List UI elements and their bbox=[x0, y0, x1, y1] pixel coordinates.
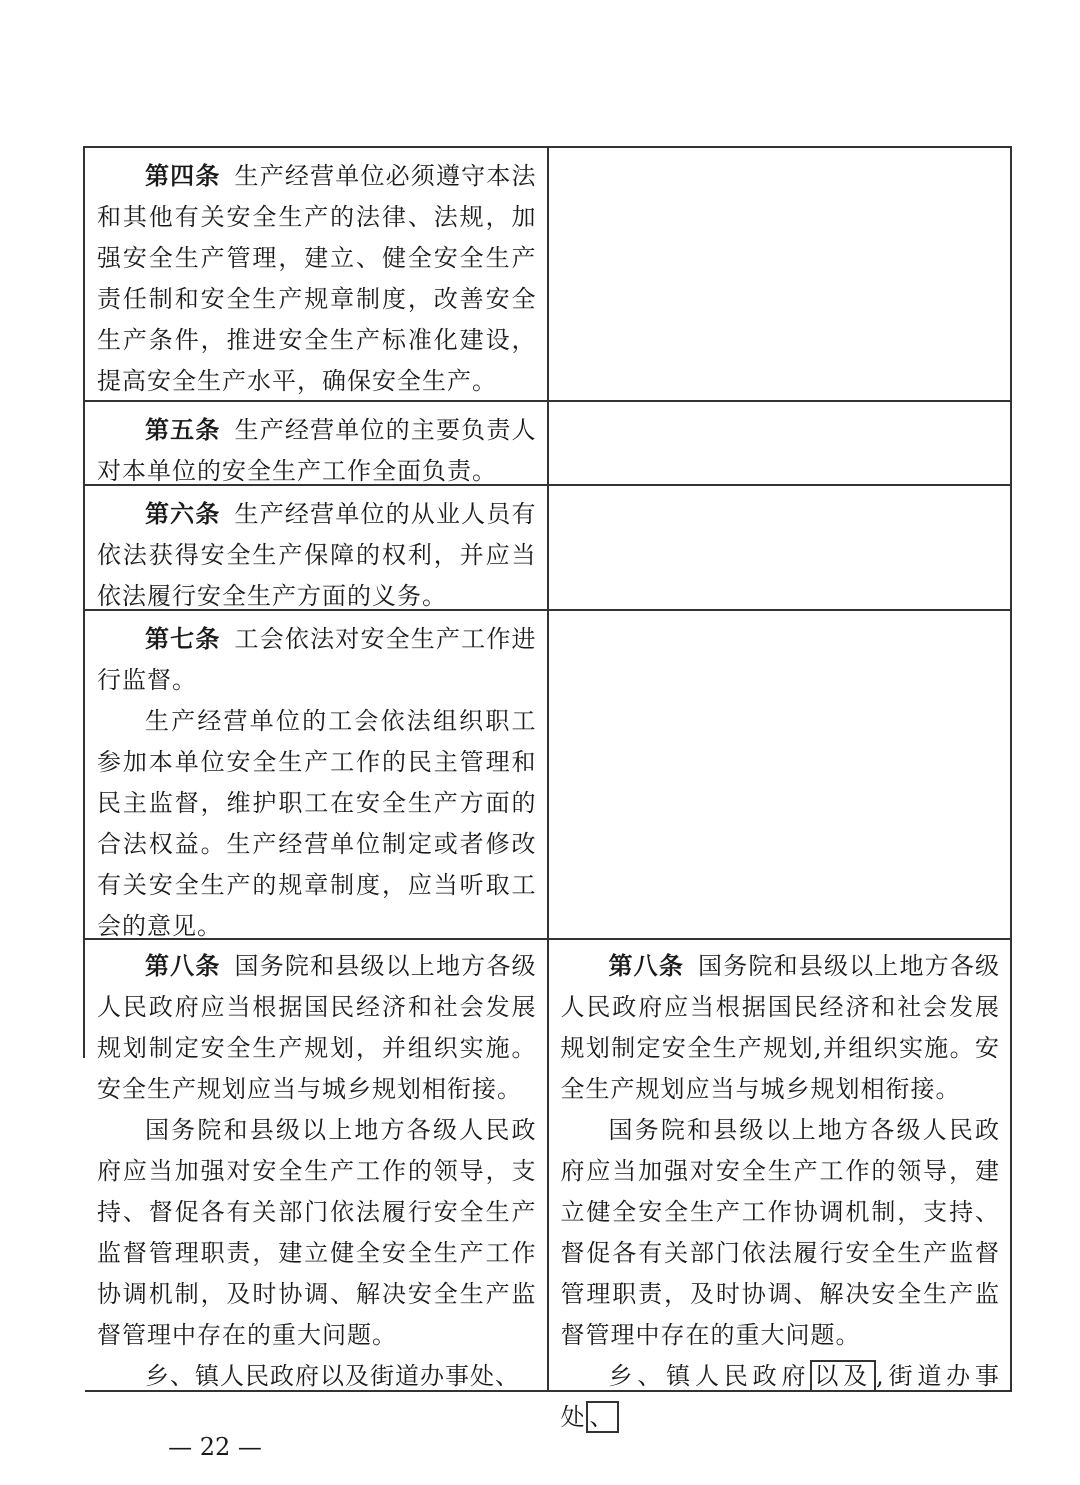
table-row bbox=[85, 940, 1012, 1431]
article-heading: 第六条 bbox=[145, 500, 221, 528]
right-cell bbox=[549, 148, 1013, 402]
left-cell bbox=[85, 940, 549, 1392]
left-cell bbox=[85, 611, 549, 940]
article-paragraph: 第六条 生产经营单位的从业人员有依法获得安全生产保障的权利，并应当依法履行安全生产方面的义务。 bbox=[97, 500, 537, 610]
article-paragraph: 第八条 国务院和县级以上地方各级人民政府应当根据国民经济和社会发展规划制定安全生产规划，并组织实施。安全生产规划应当与城乡规划相衔接。 bbox=[97, 952, 537, 1103]
article-paragraph: 乡、镇人民政府 以及 ,街道办事处 、 bbox=[560, 1362, 1001, 1431]
revision-mark: 、 bbox=[586, 1401, 619, 1433]
right-cell bbox=[549, 486, 1013, 611]
left-cell bbox=[85, 486, 549, 611]
article-paragraph: 国务院和县级以上地方各级人民政府应当加强对安全生产工作的领导，支持、督促各有关部门依法履行安全生产监督管理职责，建立健全安全生产工作协调机制，及时协调、解决安全生产监督管理中存在的重大问题。 bbox=[97, 1116, 537, 1349]
revision-mark: 以及 bbox=[810, 1360, 876, 1392]
table-row bbox=[85, 148, 1012, 402]
article-paragraph: 第四条 生产经营单位必须遵守本法和其他有关安全生产的法律、法规，加强安全生产管理，建立、健全安全生产责任制和安全生产规章制度，改善安全生产条件，推进安全生产标准化建设，提高安全生产水平，确保安全生产。 bbox=[97, 162, 537, 395]
table-row bbox=[85, 402, 1012, 486]
article-heading: 第四条 bbox=[145, 162, 221, 190]
article-heading: 第七条 bbox=[145, 625, 221, 653]
article-heading: 第八条 bbox=[145, 952, 221, 980]
page-number: — 22 — bbox=[168, 1433, 262, 1461]
table-row bbox=[85, 486, 1012, 611]
left-cell bbox=[85, 148, 549, 402]
article-heading: 第八条 bbox=[608, 952, 685, 980]
article-paragraph: 第七条 工会依法对安全生产工作进行监督。 bbox=[97, 625, 537, 694]
comparison-table bbox=[83, 146, 1012, 1431]
article-paragraph: 国务院和县级以上地方各级人民政府应当加强对安全生产工作的领导，建立健全安全生产工作协调机制，支持、督促各有关部门依法履行安全生产监督管理职责，及时协调、解决安全生产监督管理中存在的重大问题。 bbox=[560, 1116, 1000, 1349]
article-paragraph: 第八条 国务院和县级以上地方各级人民政府应当根据国民经济和社会发展规划制定安全生产规划,并组织实施。安全生产规划应当与城乡规划相衔接。 bbox=[560, 952, 1001, 1103]
article-paragraph: 生产经营单位的工会依法组织职工参加本单位安全生产工作的民主管理和民主监督，维护职工在安全生产方面的合法权益。生产经营单位制定或者修改有关安全生产的规章制度，应当听取工会的意见。 bbox=[97, 707, 537, 940]
article-paragraph: 第五条 生产经营单位的主要负责人对本单位的安全生产工作全面负责。 bbox=[97, 416, 537, 485]
table-row bbox=[85, 611, 1012, 940]
right-cell bbox=[549, 402, 1013, 486]
left-cell bbox=[85, 402, 549, 486]
article-heading: 第五条 bbox=[145, 416, 221, 444]
right-cell bbox=[549, 940, 1013, 1431]
article-paragraph: 乡、镇人民政府以及街道办事处、 bbox=[145, 1362, 520, 1390]
right-cell bbox=[549, 611, 1013, 940]
